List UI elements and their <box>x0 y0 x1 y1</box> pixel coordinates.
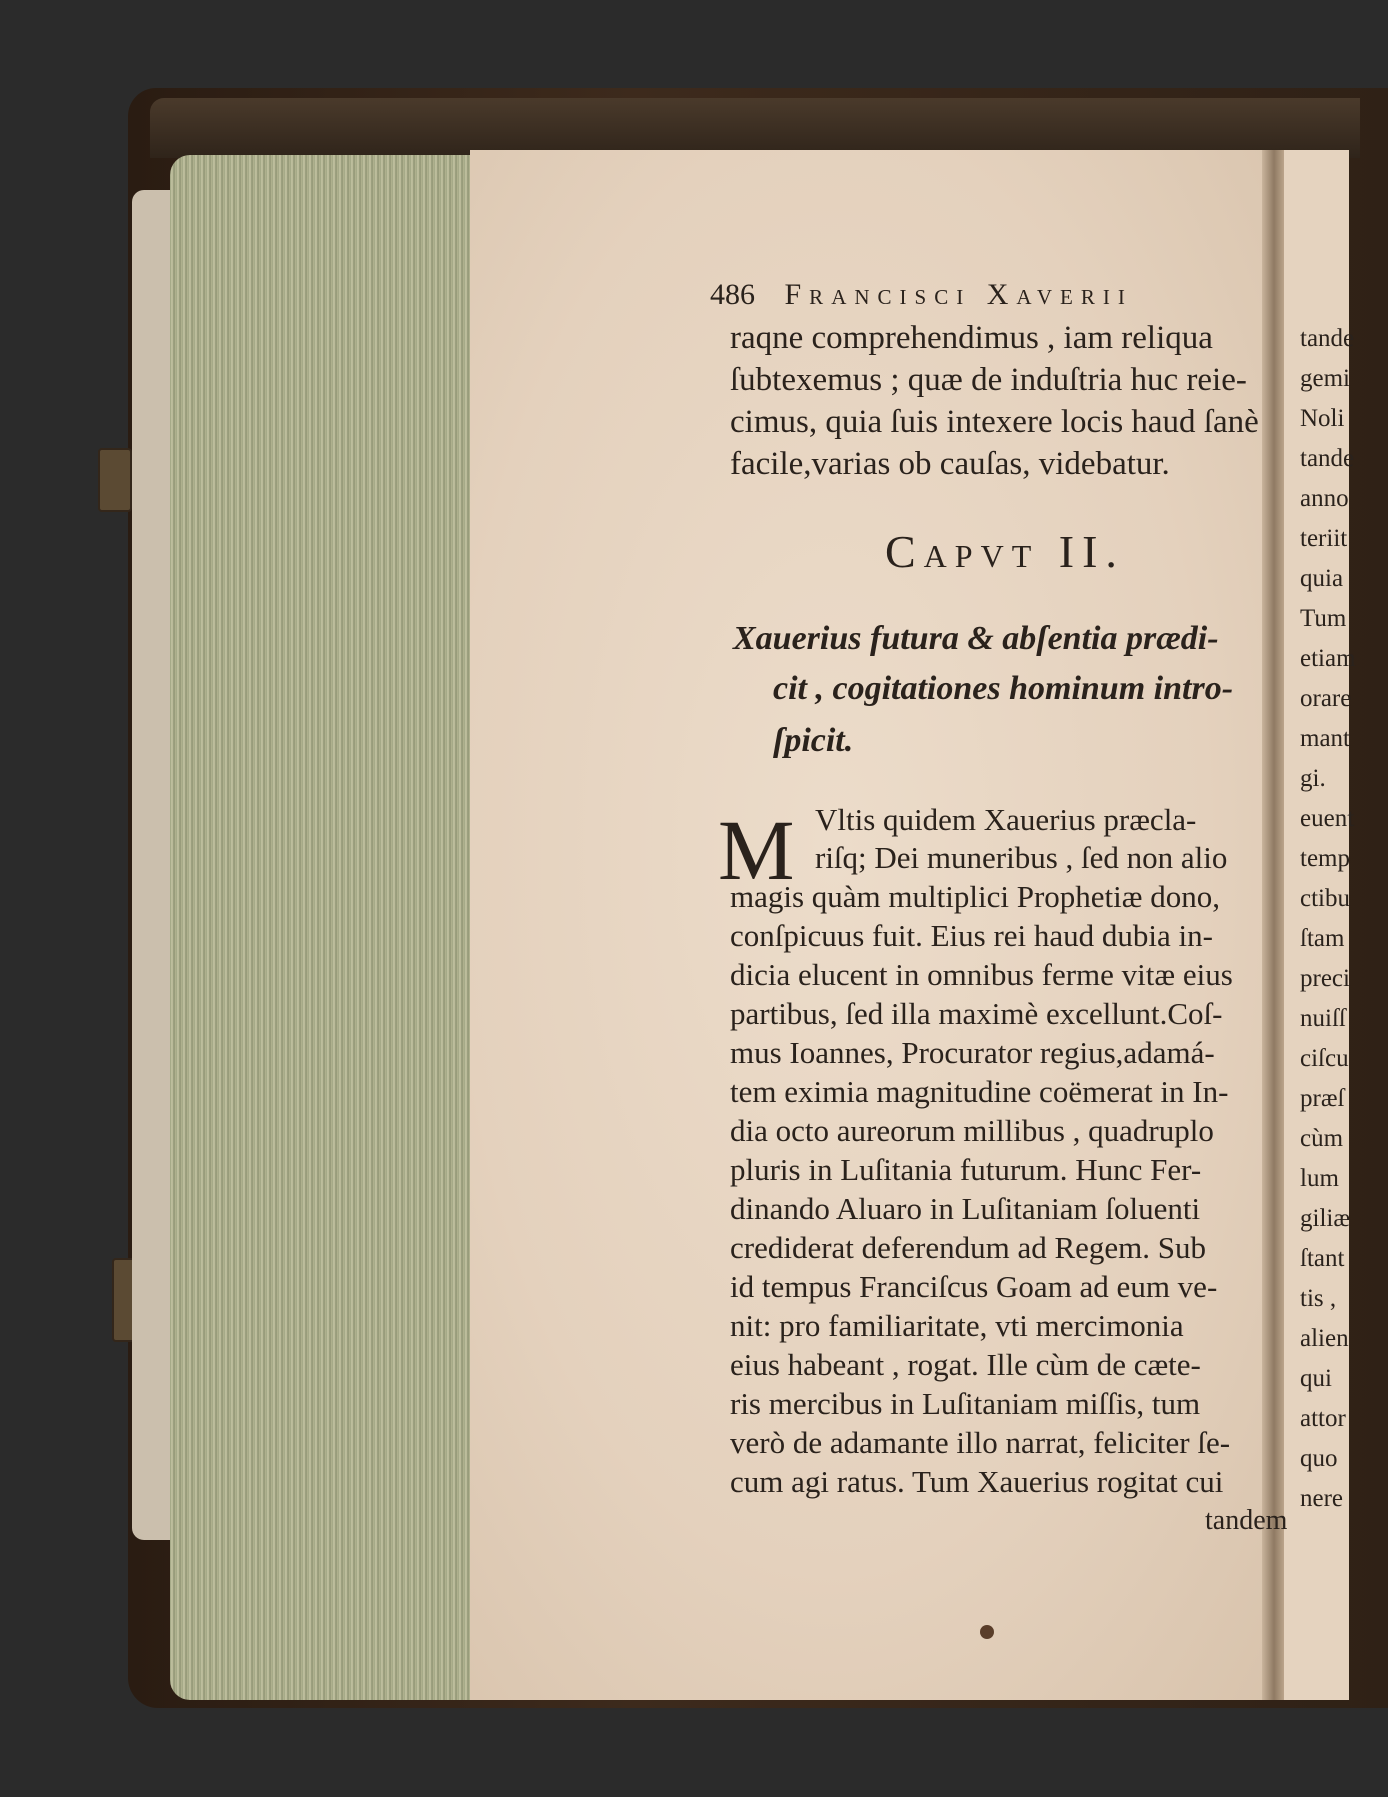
facing-page-fragment: attor <box>1300 1405 1346 1432</box>
body-line: tem eximia magnitudine coëmerat in In- <box>730 1074 1229 1109</box>
facing-page-fragment: preci <box>1300 965 1350 992</box>
facing-page-fragment: Noli <box>1300 405 1345 432</box>
facing-page-fragment: cùm <box>1300 1125 1344 1152</box>
catchword: tandem <box>1205 1505 1288 1536</box>
intro-line: facile,varias ob cauſas, videbatur. <box>730 446 1170 482</box>
page-gutter <box>1262 150 1286 1700</box>
body-line: magis quàm multiplici Prophetiæ dono, <box>730 879 1220 914</box>
facing-page-fragment: giliæ <box>1300 1205 1351 1232</box>
drop-cap: M <box>718 802 795 898</box>
facing-page-fragment: lum <box>1300 1165 1339 1192</box>
book-spine-top <box>150 98 1360 158</box>
body-line: mus Ioannes, Procurator regius,adamá- <box>730 1035 1215 1070</box>
facing-page-fragment: mant <box>1300 725 1350 752</box>
facing-page-fragment: nere <box>1300 1485 1344 1512</box>
facing-page-fragment: præſ <box>1300 1085 1345 1112</box>
body-line: verò de adamante illo narrat, feliciter ſe- <box>730 1425 1231 1460</box>
page-edges <box>170 155 470 1700</box>
facing-page-fragment: anno <box>1300 485 1349 512</box>
body-line: nit: pro familiaritate, vti mercimonia <box>730 1308 1184 1343</box>
body-line: conſpicuus fuit. Eius rei haud dubia in- <box>730 918 1213 953</box>
body-line: ris mercibus in Luſitaniam miſſis, tum <box>730 1386 1201 1421</box>
ink-stain <box>980 1625 994 1639</box>
facing-page-fragment: ctibu <box>1300 885 1350 912</box>
intro-line: cimus, quia ſuis intexere locis haud ſanè <box>730 404 1259 440</box>
body-line: eius habeant , rogat. Ille cùm de cæte- <box>730 1347 1201 1382</box>
intro-line: ſubtexemus ; quæ de induſtria huc reie- <box>730 362 1247 398</box>
facing-page-fragment: teriit <box>1300 525 1348 552</box>
facing-page-fragment: nuiſſ <box>1300 1005 1346 1032</box>
body-line: id tempus Franciſcus Goam ad eum ve- <box>730 1269 1218 1304</box>
facing-page-fragment: quo <box>1300 1445 1338 1472</box>
facing-page-fragment: etiam <box>1300 645 1356 672</box>
facing-page-fragment: temp <box>1300 845 1350 872</box>
facing-page-fragment: tande <box>1300 325 1355 352</box>
chapter-title: Capvt II. <box>885 526 1125 577</box>
page-number: 486 <box>710 278 755 311</box>
facing-page-fragment: ſtam <box>1300 925 1345 952</box>
chapter-summary-line: cit , cogitationes hominum intro- <box>773 670 1234 707</box>
facing-page-fragment: gi. <box>1300 765 1326 792</box>
facing-page-fragment: ciſcu <box>1300 1045 1349 1072</box>
book-clasp-upper <box>98 448 132 512</box>
chapter-summary-line: Xauerius futura & abſentia prædi- <box>733 620 1219 657</box>
facing-page-fragment: tis , <box>1300 1285 1337 1312</box>
chapter-summary-line: ſpicit. <box>773 722 854 759</box>
body-line: crediderat deferendum ad Regem. Sub <box>730 1230 1207 1265</box>
body-line: cum agi ratus. Tum Xauerius rogitat cui <box>730 1464 1224 1499</box>
body-line: Vltis quidem Xauerius præcla- <box>815 802 1197 837</box>
facing-page-fragment: ſtant <box>1300 1245 1345 1272</box>
body-line: dia octo aureorum millibus , quadruplo <box>730 1113 1214 1148</box>
facing-page-fragment: tande <box>1300 445 1355 472</box>
facing-page-fragment: quia <box>1300 565 1344 592</box>
body-line: dicia elucent in omnibus ferme vitæ eius <box>730 957 1233 992</box>
intro-line: raqne comprehendimus , iam reliqua <box>730 320 1213 356</box>
facing-page-fragment: euent <box>1300 805 1355 832</box>
body-line: partibus, ſed illa maximè excellunt.Coſ- <box>730 996 1223 1031</box>
endpaper <box>132 190 172 1540</box>
facing-page-fragment: gemi <box>1300 365 1350 392</box>
facing-page-fragment: orare <box>1300 685 1352 712</box>
running-head: Francisci Xaverii <box>784 278 1133 311</box>
body-line: riſq; Dei muneribus , ſed non alio <box>815 840 1228 875</box>
facing-page-fragment: alien <box>1300 1325 1349 1352</box>
body-line: pluris in Luſitania futurum. Hunc Fer- <box>730 1152 1202 1187</box>
page-header <box>710 278 1250 312</box>
facing-page-fragment: qui <box>1300 1365 1332 1392</box>
body-line: dinando Aluaro in Luſitaniam ſoluenti <box>730 1191 1201 1226</box>
facing-page-fragment: Tum <box>1300 605 1347 632</box>
